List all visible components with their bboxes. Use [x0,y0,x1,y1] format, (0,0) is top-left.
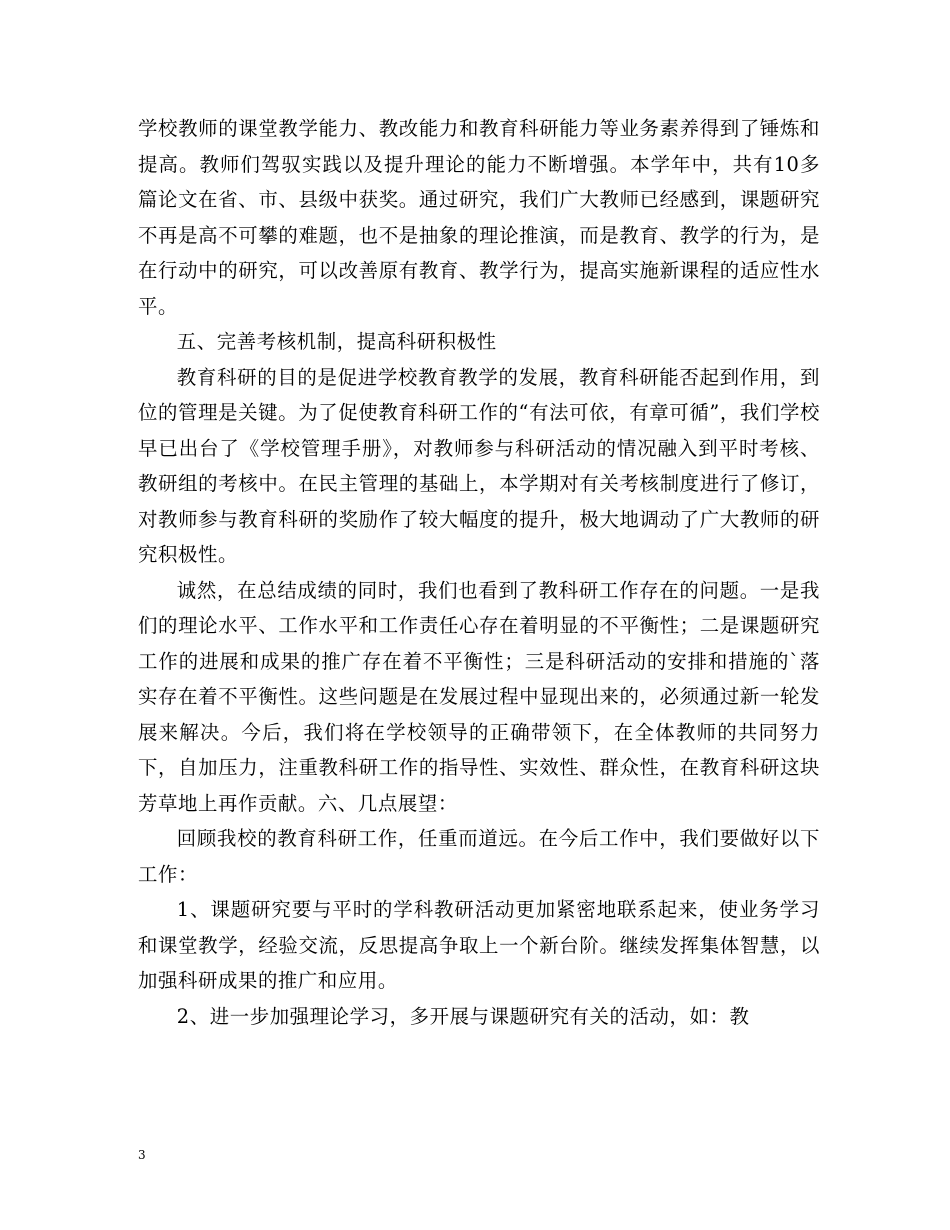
paragraph-assessment: 教育科研的目的是促进学校教育教学的发展，教育科研能否起到作用，到位的管理是关键。为了促使教育科研工作的“有法可依，有章可循”，我们学校早已出台了《学校管理手册》，对教师参与科研活动的情况融入到平时考核、教研组的考核中。在民主管理的基础上，本学期对有关考核制度进行了修订，对教师参与教育科研的奖励作了较大幅度的提升，极大地调动了广大教师的研究积极性。 [138,365,820,566]
section-heading-assessment: 五、完善考核机制，提高科研积极性 [176,330,497,353]
paragraph-achievements: 学校教师的课堂教学能力、教改能力和教育科研能力等业务素养得到了锤炼和提高。教师们驾驭实践以及提升理论的能力不断增强。本学年中，共有10多篇论文在省、市、县级中获奖。通过研究，我们广大教师已经感到，课题研究不再是高不可攀的难题，也不是抽象的理论推演，而是教育、教学的行为，是在行动中的研究，可以改善原有教育、教学行为，提高实施新课程的适应性水平。 [138,117,820,318]
paragraph-problems: 诚然，在总结成绩的同时，我们也看到了教科研工作存在的问题。一是我们的理论水平、工作水平和工作责任心存在着明显的不平衡性；二是课题研究工作的进展和成果的推广存在着不平衡性；三是科研活动的安排和措施的`落实存在着不平衡性。这些问题是在发展过程中显现出来的，必须通过新一轮发展来解决。今后，我们将在学校领导的正确带领下，在全体教师的共同努力下，自加压力，注重教科研工作的指导性、实效性、群众性，在教育科研这块芳草地上再作贡献。六、几点展望： [138,578,820,815]
page-number: 3 [138,1148,146,1162]
list-item-1: 1、课题研究要与平时的学科教研活动更加紧密地联系起来，使业务学习和课堂教学，经验交流，反思提高争取上一个新台阶。继续发挥集体智慧，以加强科研成果的推广和应用。 [138,898,820,992]
list-item-2: 2、进一步加强理论学习，多开展与课题研究有关的活动，如：教 [176,1004,750,1028]
paragraph-outlook: 回顾我校的教育科研工作，任重而道远。在今后工作中，我们要做好以下工作： [138,827,820,886]
document-body [138,111,820,1034]
